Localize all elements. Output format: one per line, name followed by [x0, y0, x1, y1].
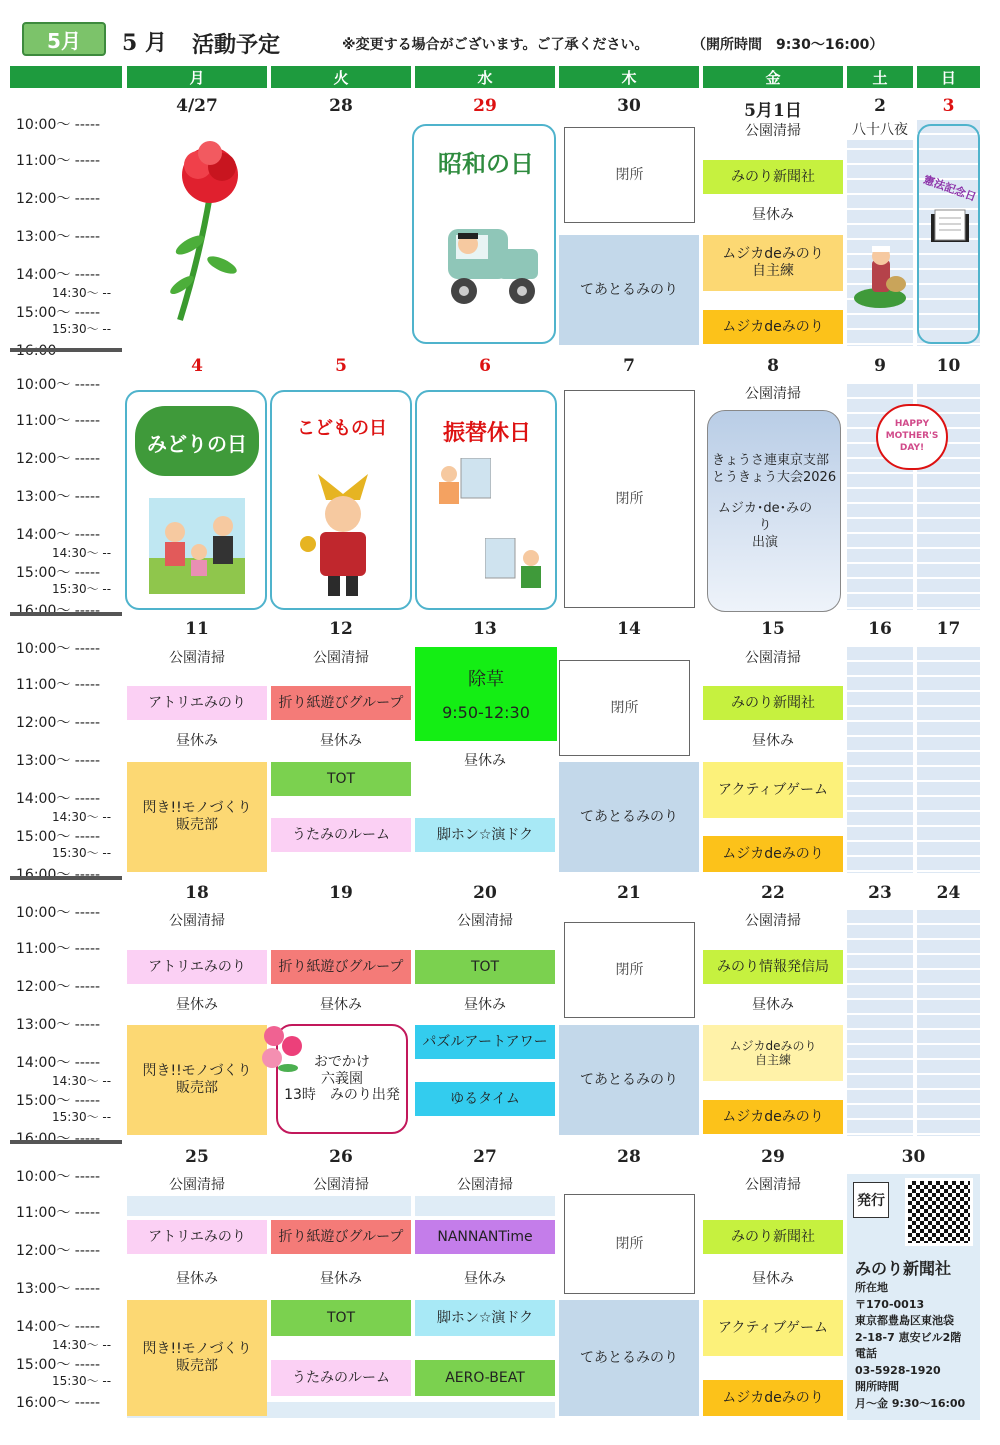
- date-cell: 26: [329, 1147, 353, 1167]
- time-label: 10:00～ -----: [16, 377, 101, 393]
- date-cell: 28: [329, 96, 353, 116]
- activity-park-cleaning: 公園清掃: [745, 122, 801, 139]
- date-cell: 8: [767, 356, 779, 376]
- week-separator: [10, 348, 122, 352]
- date-cell: 23: [868, 883, 892, 903]
- date-cell-holiday: 3: [942, 96, 955, 116]
- date-cell: 17: [936, 619, 961, 639]
- time-label: 15:30～ --: [52, 1110, 112, 1124]
- time-label: 11:00～ -----: [16, 677, 101, 693]
- activity-puzzle-art: パズルアートアワー: [415, 1025, 555, 1059]
- week-separator: [10, 1140, 122, 1144]
- time-label: 14:00～ -----: [16, 527, 101, 543]
- activity-origami: 折り紙遊びグループ: [271, 950, 411, 984]
- date-cell: 12: [329, 619, 353, 639]
- activity-active-game: アクティブゲーム: [703, 1300, 843, 1356]
- weekday-fri: 金: [703, 66, 843, 88]
- month-badge: [22, 22, 106, 56]
- person-sitting-icon: [431, 458, 491, 518]
- weekend-cell: [847, 647, 913, 873]
- time-label: 12:00～ -----: [16, 1243, 101, 1259]
- date-cell-holiday: 5: [335, 356, 347, 376]
- closed-cell: 閉所: [564, 390, 695, 608]
- time-label: 16:00～ -----: [16, 603, 101, 619]
- greenery-day-card: [125, 390, 267, 610]
- mothers-day-bubble: [876, 404, 948, 470]
- greenery-day-label: みどりの日: [147, 432, 247, 456]
- closed-cell: 閉所: [564, 1194, 695, 1294]
- date-cell: 2: [874, 96, 886, 116]
- constitution-day-card: [917, 124, 980, 344]
- lunch-break: 昼休み: [464, 1270, 506, 1287]
- time-label: 15:00～ -----: [16, 305, 101, 321]
- time-label: 15:00～ -----: [16, 565, 101, 581]
- publisher-info: [855, 1280, 977, 1412]
- activity-minori-newspaper: みのり新聞社: [703, 160, 843, 194]
- time-label: 12:00～ -----: [16, 715, 101, 731]
- time-label: 11:00～ -----: [16, 941, 101, 957]
- qr-code-icon[interactable]: [905, 1178, 973, 1246]
- activity-teatoru: てあとるみのり: [559, 1025, 699, 1135]
- substitute-holiday-label: 振替休日: [442, 421, 531, 446]
- lunch-break: 昼休み: [752, 732, 794, 749]
- date-cell: 22: [761, 883, 785, 903]
- date-cell: 28: [617, 1147, 641, 1167]
- time-label: 10:00～ -----: [16, 1169, 101, 1185]
- activity-teatoru: てあとるみのり: [559, 1300, 699, 1416]
- activity-musica: ムジカdeみのり: [703, 310, 843, 344]
- activity-origami: 折り紙遊びグループ: [271, 686, 411, 720]
- activity-park-cleaning: 公園清掃: [169, 912, 225, 929]
- showa-day-label: 昭和の日: [438, 150, 534, 178]
- date-cell: 5月1日: [744, 101, 802, 121]
- time-label: 15:00～ -----: [16, 1357, 101, 1373]
- time-label: 14:30～ --: [52, 1338, 112, 1352]
- lunch-break: 昼休み: [752, 206, 794, 223]
- activity-tot: TOT: [271, 1300, 411, 1336]
- time-label: 13:00～ -----: [16, 1281, 101, 1297]
- activity-musica: ムジカdeみのり: [703, 836, 843, 872]
- person-resting-icon: [485, 538, 549, 602]
- date-cell: 10: [936, 356, 961, 376]
- activity-yuru-time: ゆるタイム: [415, 1082, 555, 1116]
- closed-cell: 閉所: [559, 660, 690, 756]
- date-cell: 30: [901, 1147, 926, 1167]
- date-cell: 29: [761, 1147, 785, 1167]
- date-cell-holiday: 29: [473, 96, 497, 116]
- hachiju-hachiya-text: 八十八夜: [847, 120, 913, 140]
- activity-musica: ムジカdeみのり: [703, 1100, 843, 1134]
- time-label: 15:30～ --: [52, 1374, 112, 1388]
- time-label: 13:00～ -----: [16, 753, 101, 769]
- time-label: 10:00～ -----: [16, 117, 101, 133]
- date-cell: 14: [617, 619, 641, 639]
- address-label: 所在地: [855, 1281, 888, 1294]
- month-label: 5 月: [122, 30, 167, 56]
- time-label: 11:00～ -----: [16, 413, 101, 429]
- showa-day-card: [412, 124, 556, 344]
- publisher-name: みのり新聞社: [855, 1259, 952, 1278]
- activity-utamino-room: うたみのルーム: [271, 818, 411, 852]
- date-cell: 15: [761, 619, 785, 639]
- time-label: 10:00～ -----: [16, 641, 101, 657]
- week-separator: [10, 876, 122, 880]
- lunch-break: 昼休み: [176, 1270, 218, 1287]
- outing-card: おでかけ 六義園 13時 みのり出発: [276, 1024, 408, 1134]
- time-label: 11:00～ -----: [16, 153, 101, 169]
- date-cell-holiday: 6: [479, 356, 491, 376]
- lunch-break: 昼休み: [464, 996, 506, 1013]
- activity-park-cleaning: 公園清掃: [745, 1176, 801, 1193]
- activity-park-cleaning: 公園清掃: [745, 649, 801, 666]
- activity-teatoru: てあとるみのり: [559, 235, 699, 345]
- constitution-day-label: 憲法記念日: [921, 172, 978, 204]
- date-cell: 13: [473, 619, 497, 639]
- weekday-wed: 水: [415, 66, 555, 88]
- address-line-1: 東京都豊島区東池袋: [855, 1314, 954, 1327]
- time-label: 13:00～ -----: [16, 229, 101, 245]
- event-performance: ムジカ･de･みのり 出演: [717, 501, 813, 550]
- closed-cell: 閉所: [564, 127, 695, 223]
- activity-info-bureau: みのり情報発信局: [703, 950, 843, 984]
- activity-teatoru: てあとるみのり: [559, 762, 699, 872]
- weeding-label: 除草: [468, 669, 504, 690]
- azalea-flower-icon: [258, 1022, 306, 1076]
- time-label: 16:00～ -----: [16, 1395, 101, 1411]
- family-icon: [149, 498, 245, 594]
- weeding-time: 9:50-12:30: [442, 703, 530, 722]
- lunch-break: 昼休み: [320, 732, 362, 749]
- time-label: 14:00～ -----: [16, 791, 101, 807]
- tea-picking-icon: [852, 240, 908, 310]
- time-label: 12:00～ -----: [16, 979, 101, 995]
- activity-weeding: [415, 647, 557, 741]
- lunch-break: 昼休み: [320, 996, 362, 1013]
- time-label: 14:30～ --: [52, 810, 112, 824]
- lunch-break: 昼休み: [752, 996, 794, 1013]
- activity-park-cleaning: 公園清掃: [169, 649, 225, 666]
- activity-atelier: アトリエみのり: [127, 950, 267, 984]
- lunch-break: 昼休み: [176, 732, 218, 749]
- time-label: 16:00～ -----: [16, 867, 101, 883]
- page-title: 活動予定: [192, 32, 281, 58]
- issued-label: 発行: [853, 1182, 889, 1218]
- activity-park-cleaning: 公園清掃: [169, 1176, 225, 1193]
- row-band: [415, 1196, 555, 1216]
- weekday-sat: 土: [847, 66, 913, 88]
- substitute-holiday-card: [415, 390, 557, 610]
- activity-monozukuri: 閃き!!モノづくり 販売部: [127, 1300, 267, 1416]
- activity-kyakuhon: 脚ホン☆演ドク: [415, 818, 555, 852]
- time-label: 14:00～ -----: [16, 267, 101, 283]
- weekday-sun: 日: [917, 66, 980, 88]
- hours-label: 開所時間: [855, 1380, 899, 1393]
- date-cell: 7: [623, 356, 635, 376]
- childrens-day-card: [270, 390, 412, 610]
- activity-musica-practice: ムジカdeみのり 自主練: [703, 1025, 843, 1081]
- activity-park-cleaning: 公園清掃: [745, 385, 801, 402]
- weekday-tue: 火: [271, 66, 411, 88]
- time-label: 14:00～ -----: [16, 1319, 101, 1335]
- activity-monozukuri: 閃き!!モノづくり 販売部: [127, 1025, 267, 1135]
- time-label: 13:00～ -----: [16, 1017, 101, 1033]
- activity-utamino-room: うたみのルーム: [271, 1360, 411, 1396]
- time-label: 15:00～ -----: [16, 1093, 101, 1109]
- time-label: 11:00～ -----: [16, 1205, 101, 1221]
- weekend-cell: [847, 910, 913, 1136]
- weekday-thu: 木: [559, 66, 699, 88]
- activity-tot: TOT: [271, 762, 411, 796]
- activity-atelier: アトリエみのり: [127, 1220, 267, 1254]
- date-cell: 11: [185, 619, 209, 639]
- car-icon: [428, 184, 544, 334]
- mothers-day-label: HAPPY MOTHER'S DAY!: [885, 419, 939, 453]
- carnation-icon: [160, 135, 250, 325]
- date-cell: 27: [473, 1147, 497, 1167]
- month-badge-text: 5月: [47, 28, 81, 53]
- activity-aero-beat: AERO-BEAT: [415, 1360, 555, 1396]
- hours-value: 月～金 9:30～16:00: [855, 1396, 966, 1410]
- event-title: きょうさ連東京支部 とうきょう大会2026: [712, 453, 837, 485]
- weekend-cell: [917, 647, 980, 873]
- date-cell: 20: [473, 883, 497, 903]
- weekday-blank: [10, 66, 122, 88]
- time-label: 15:30～ --: [52, 322, 112, 336]
- date-cell: 18: [185, 883, 209, 903]
- time-label: 15:30～ --: [52, 582, 112, 596]
- samurai-icon: [298, 464, 388, 600]
- time-label: 13:00～ -----: [16, 489, 101, 505]
- activity-minori-newspaper: みのり新聞社: [703, 686, 843, 720]
- date-cell: 24: [936, 883, 961, 903]
- date-cell: 30: [617, 96, 641, 116]
- weekend-cell: [847, 120, 913, 346]
- time-label: 14:30～ --: [52, 1074, 112, 1088]
- time-label: 16:00～ -----: [16, 343, 101, 359]
- activity-atelier: アトリエみのり: [127, 686, 267, 720]
- row-band: [127, 1196, 411, 1216]
- date-cell-holiday: 4: [191, 356, 203, 376]
- time-label: 14:00～ -----: [16, 1055, 101, 1071]
- lunch-break: 昼休み: [320, 1270, 362, 1287]
- time-label: 15:30～ --: [52, 846, 112, 860]
- date-cell: 9: [874, 356, 886, 376]
- activity-minori-newspaper: みのり新聞社: [703, 1220, 843, 1254]
- activity-park-cleaning: 公園清掃: [745, 912, 801, 929]
- activity-musica-practice: ムジカdeみのり 自主練: [703, 235, 843, 291]
- notice-text: ※変更する場合がございます。ご了承ください。: [342, 37, 649, 53]
- time-label: 12:00～ -----: [16, 451, 101, 467]
- activity-origami: 折り紙遊びグループ: [271, 1220, 411, 1254]
- activity-tot: TOT: [415, 950, 555, 984]
- activity-monozukuri: 閃き!!モノづくり 販売部: [127, 762, 267, 872]
- activity-park-cleaning: 公園清掃: [313, 1176, 369, 1193]
- hours-text: （開所時間 9:30～16:00）: [692, 37, 884, 53]
- weekday-mon: 月: [127, 66, 267, 88]
- time-label: 16:00～ -----: [16, 1131, 101, 1147]
- time-label: 14:30～ --: [52, 286, 112, 300]
- activity-active-game: アクティブゲーム: [703, 762, 843, 818]
- phone-number[interactable]: 03-5928-1920: [855, 1363, 941, 1377]
- date-cell: 25: [185, 1147, 209, 1167]
- activity-park-cleaning: 公園清掃: [457, 1176, 513, 1193]
- time-label: 14:30～ --: [52, 546, 112, 560]
- publisher-block: [847, 1174, 980, 1420]
- childrens-day-label: こどもの日: [297, 418, 387, 439]
- event-card: [707, 410, 841, 612]
- time-label: 12:00～ -----: [16, 191, 101, 207]
- closed-cell: 閉所: [564, 922, 695, 1018]
- book-icon: [929, 208, 971, 248]
- lunch-break: 昼休み: [464, 752, 506, 769]
- activity-park-cleaning: 公園清掃: [313, 649, 369, 666]
- time-label: 10:00～ -----: [16, 905, 101, 921]
- date-cell: 21: [617, 883, 641, 903]
- activity-nannan-time: NANNANTime: [415, 1220, 555, 1254]
- postal-code: 〒170-0013: [855, 1297, 925, 1311]
- lunch-break: 昼休み: [176, 996, 218, 1013]
- address-line-2: 2-18-7 恵安ビル2階: [855, 1330, 962, 1344]
- date-cell: 4/27: [176, 96, 218, 116]
- weekend-cell: [917, 910, 980, 1136]
- activity-musica: ムジカdeみのり: [703, 1380, 843, 1416]
- week-separator: [10, 612, 122, 616]
- time-label: 15:00～ -----: [16, 829, 101, 845]
- activity-kyakuhon: 脚ホン☆演ドク: [415, 1300, 555, 1336]
- date-cell: 19: [329, 883, 353, 903]
- phone-label: 電話: [855, 1347, 877, 1360]
- activity-park-cleaning: 公園清掃: [457, 912, 513, 929]
- date-cell: 16: [868, 619, 892, 639]
- lunch-break: 昼休み: [752, 1270, 794, 1287]
